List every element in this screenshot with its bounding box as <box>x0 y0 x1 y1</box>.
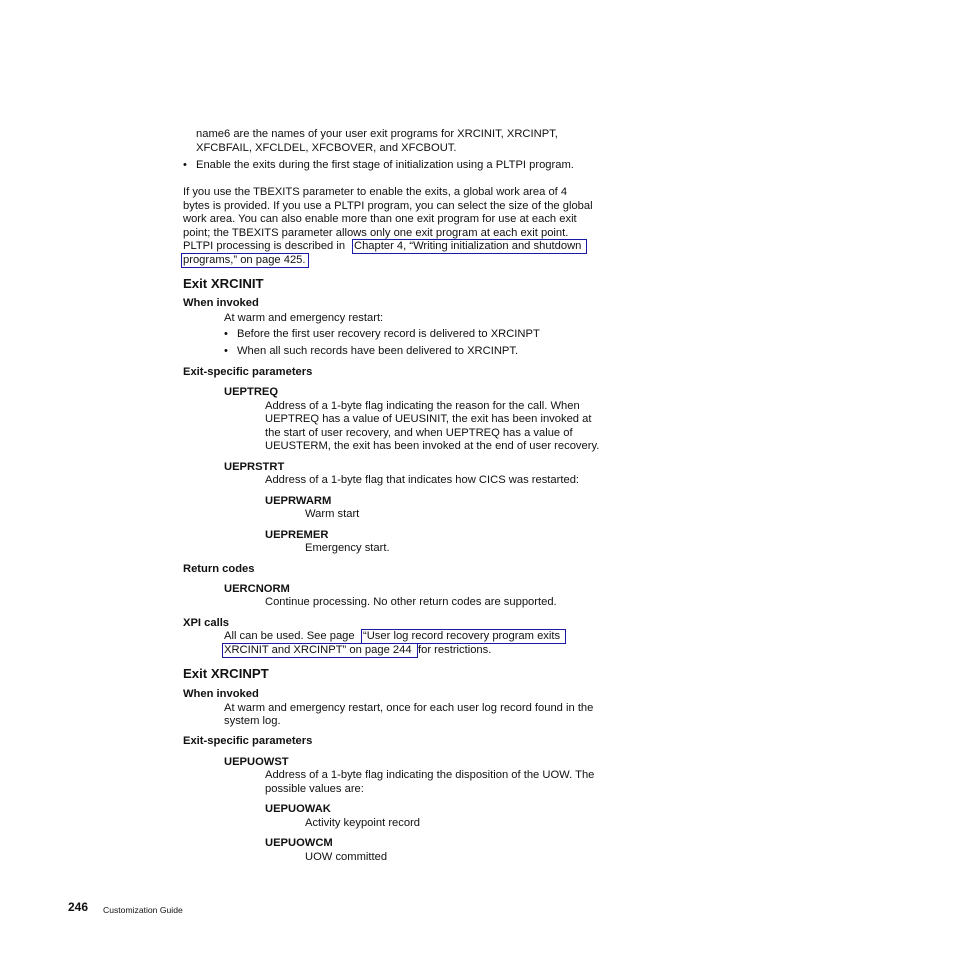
intro-line: XFCBFAIL, XFCLDEL, XFCBOVER, and XFCBOUT. <box>196 142 457 154</box>
body-text: system log. <box>224 715 281 727</box>
param-desc: possible values are: <box>265 783 364 795</box>
page-number: 246 <box>68 900 89 914</box>
chapter-link-text[interactable]: Chapter 4, “Writing initialization and shutdown <box>354 240 582 252</box>
value-name: UEPUOWAK <box>265 803 331 815</box>
section-title: Exit XRCINPT <box>183 666 269 681</box>
para-line: bytes is provided. If you use a PLTPI program, you can select the size of the global <box>183 200 593 212</box>
param-desc: Address of a 1-byte flag that indicates how CICS was restarted: <box>265 474 580 486</box>
para-line: If you use the TBEXITS parameter to enable the exits, a global work area of 4 <box>183 186 568 198</box>
para-line: PLTPI processing is described in <box>183 240 346 252</box>
subheading: Exit-specific parameters <box>183 735 313 747</box>
body-text: All can be used. See page <box>224 630 355 642</box>
subheading: Exit-specific parameters <box>183 366 313 378</box>
param-name: UEPUOWST <box>224 756 289 768</box>
body-text: At warm and emergency restart: <box>224 312 384 324</box>
body-text: At warm and emergency restart, once for each user log record found in the <box>224 702 594 714</box>
chapter-link-box[interactable] <box>352 239 587 254</box>
value-desc: Emergency start. <box>305 542 390 554</box>
subheading: When invoked <box>183 688 259 700</box>
value-desc: Activity keypoint record <box>305 817 421 829</box>
chapter-link-text[interactable]: programs,” on page 425. <box>183 254 306 266</box>
subheading: Return codes <box>183 563 255 575</box>
subheading: When invoked <box>183 297 259 309</box>
body-text: for restrictions. <box>418 644 492 656</box>
value-name: UEPUOWCM <box>265 837 333 849</box>
xpi-link-box[interactable] <box>361 629 566 644</box>
param-desc: Continue processing. No other return codes are supported. <box>265 596 557 608</box>
param-name: UERCNORM <box>224 583 290 595</box>
bullet-marker: • <box>224 345 228 357</box>
bullet-text: When all such records have been delivered to XRCINPT. <box>237 345 519 357</box>
chapter-link-box[interactable] <box>181 253 309 268</box>
section-title: Exit XRCINIT <box>183 276 264 291</box>
para-line: point; the TBEXITS parameter allows only one exit program at each exit point. <box>183 227 569 239</box>
bullet-marker: • <box>183 159 187 171</box>
param-name: UEPRSTRT <box>224 461 285 473</box>
param-desc: UEUSTERM, the exit has been invoked at the end of user recovery. <box>265 440 600 452</box>
value-desc: Warm start <box>305 508 360 520</box>
param-name: UEPTREQ <box>224 386 279 398</box>
param-desc: UEPTREQ has a value of UEUSINIT, the exit has been invoked at <box>265 413 592 425</box>
book-title: Customization Guide <box>103 905 183 915</box>
param-desc: Address of a 1-byte flag indicating the disposition of the UOW. The <box>265 769 595 781</box>
para-line: work area. You can also enable more than one exit program for use at each exit <box>183 213 577 225</box>
intro-line: name6 are the names of your user exit programs for XRCINIT, XRCINPT, <box>196 128 558 140</box>
intro-bullet-text: Enable the exits during the first stage of initialization using a PLTPI program. <box>196 159 574 171</box>
xpi-link-text[interactable]: “User log record recovery program exits <box>363 630 561 642</box>
xpi-link-box[interactable] <box>222 643 418 658</box>
value-name: UEPREMER <box>265 529 329 541</box>
subheading: XPI calls <box>183 617 230 629</box>
value-name: UEPRWARM <box>265 495 332 507</box>
param-desc: the start of user recovery, and when UEPTREQ has a value of <box>265 427 573 439</box>
bullet-text: Before the first user recovery record is delivered to XRCINPT <box>237 328 540 340</box>
xpi-link-text[interactable]: XRCINIT and XRCINPT” on page 244 <box>224 644 412 656</box>
bullet-marker: • <box>224 328 228 340</box>
param-desc: Address of a 1-byte flag indicating the reason for the call. When <box>265 400 580 412</box>
value-desc: UOW committed <box>305 851 388 863</box>
